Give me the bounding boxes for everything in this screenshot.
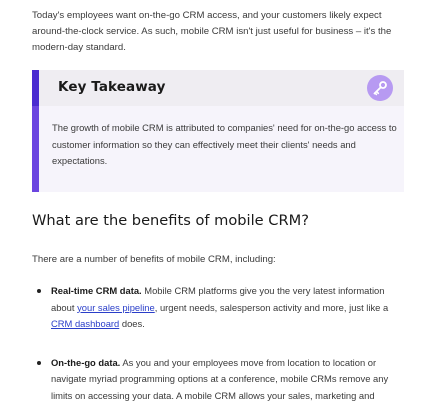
list-item-text: As you and your employees move from location to location or navigate myriad programming options at a conference, mobile CRMs remove any limits on accessing your data. A mobile CRM allows your sales, marketing and — [51, 357, 388, 401]
list-item-title: On-the-go data. — [51, 357, 120, 368]
section-lead: There are a number of benefits of mobile CRM, including: — [32, 254, 276, 265]
crm-dashboard-link[interactable]: CRM dashboard — [51, 318, 119, 329]
list-item-text: does. — [119, 318, 145, 329]
takeaway-title: Key Takeaway — [58, 79, 166, 95]
key-takeaway-box — [32, 70, 404, 192]
benefits-list — [32, 283, 404, 404]
bullet-icon — [37, 361, 41, 365]
list-item-text: Mobile CRM platforms give you the very latest information about — [51, 285, 384, 313]
takeaway-badge — [367, 75, 393, 101]
bullet-icon — [37, 289, 41, 293]
takeaway-body: The growth of mobile CRM is attributed to companies' need for on-the-go access to customer information so they can effectively meet their clients' needs and expectations. — [52, 120, 397, 170]
takeaway-accent-bar-top — [32, 70, 39, 106]
article-content — [32, 0, 404, 56]
list-item-text: , urgent needs, salesperson activity and more, just like a — [155, 302, 388, 313]
list-item — [32, 283, 404, 333]
takeaway-header — [39, 70, 404, 106]
intro-paragraph: Today's employees want on-the-go CRM access, and your customers likely expect around-the-clock service. As such, mobile CRM isn't just useful for business – it's the modern-day standard. — [32, 8, 404, 56]
sales-pipeline-link[interactable]: your sales pipeline — [77, 302, 155, 313]
section-heading: What are the benefits of mobile CRM? — [32, 212, 309, 229]
list-item — [32, 355, 404, 404]
list-item-title: Real-time CRM data. — [51, 285, 142, 296]
key-icon — [372, 80, 388, 96]
